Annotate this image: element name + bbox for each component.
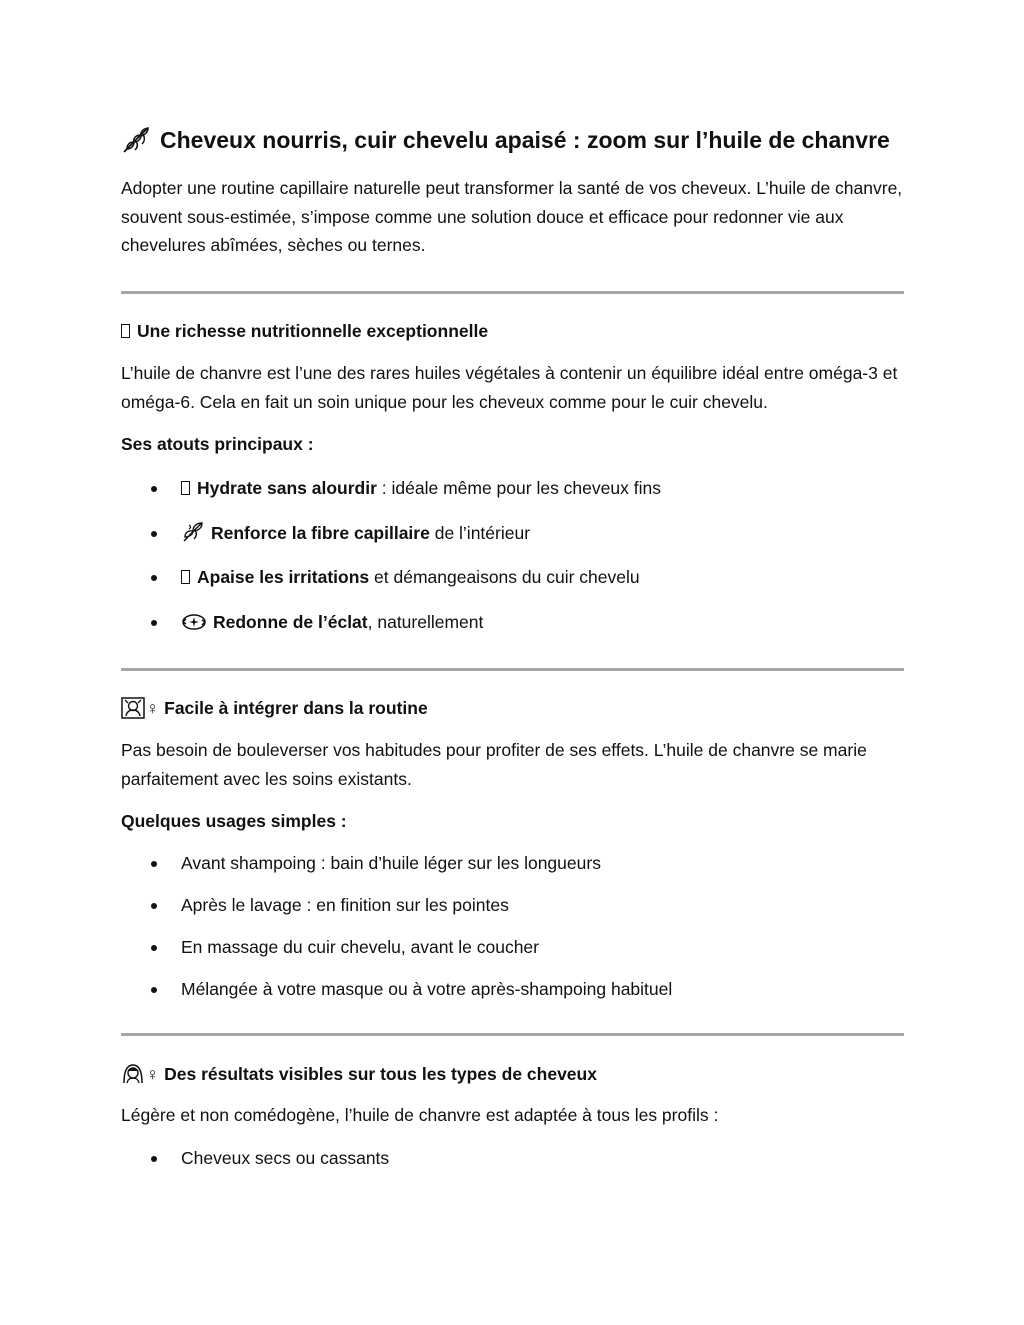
list-item: En massage du cuir chevelu, avant le coucher xyxy=(121,935,672,959)
list-item xyxy=(121,476,661,500)
woman-haircut-icon xyxy=(121,1063,145,1085)
leaf-fluttering-icon xyxy=(181,521,205,543)
section2-heading xyxy=(121,696,428,720)
list-item-bold: Redonne de l’éclat xyxy=(213,611,368,632)
section2-heading-text: Facile à intégrer dans la routine xyxy=(164,698,428,718)
section-divider xyxy=(121,1033,904,1036)
female-sign: ♀ xyxy=(146,1064,160,1084)
list-item-bold: Renforce la fibre capillaire xyxy=(211,522,430,543)
section2-usage-list xyxy=(121,851,672,1019)
document-title-text: Cheveux nourris, cuir chevelu apaisé : zoom sur l’huile de chanvre xyxy=(160,127,890,153)
list-item: Mélangée à votre masque ou à votre après-shampoing habituel xyxy=(121,977,672,1001)
list-item: Après le lavage : en finition sur les pointes xyxy=(121,893,672,917)
section1-paragraph: L’huile de chanvre est l’une des rares huiles végétales à contenir un équilibre idéal entre oméga-3 et oméga-6. Cela en fait un soin unique pour les cheveux comme pour le cuir chevelu. xyxy=(121,363,898,412)
section-divider xyxy=(121,291,904,294)
woman-frame-icon xyxy=(121,697,145,719)
missing-glyph-box-icon xyxy=(181,570,190,584)
missing-glyph-box-icon xyxy=(121,324,130,338)
section3-profile-list xyxy=(121,1146,389,1188)
section1-heading xyxy=(121,319,488,343)
list-item xyxy=(121,610,661,634)
section2-subheading: Quelques usages simples : xyxy=(121,811,347,831)
herb-leaf-icon xyxy=(121,125,151,155)
sparkle-refresh-icon xyxy=(181,612,207,632)
female-sign: ♀ xyxy=(146,698,160,718)
list-item-text: : idéale même pour les cheveux fins xyxy=(376,478,661,498)
intro-paragraph: Adopter une routine capillaire naturelle peut transformer la santé de vos cheveux. L’huile de chanvre, souvent sous-estimée, s’impose comme une solution douce et efficace pour redonner vie aux chevelures abîmées, sèches ou ternes. xyxy=(121,178,903,256)
list-item-text: , naturellement xyxy=(367,611,484,632)
list-item-bold: Hydrate sans alourdir xyxy=(197,478,377,498)
section3-heading xyxy=(121,1062,597,1086)
document-title xyxy=(121,124,890,156)
list-item-text: et démangeaisons du cuir chevelu xyxy=(369,567,640,587)
missing-glyph-box-icon xyxy=(181,481,190,495)
section1-subheading: Ses atouts principaux : xyxy=(121,434,314,454)
section3-heading-text: Des résultats visibles sur tous les types de cheveux xyxy=(164,1064,597,1084)
list-item xyxy=(121,521,661,545)
list-item-text: de l’intérieur xyxy=(429,522,531,543)
section3-paragraph: Légère et non comédogène, l’huile de chanvre est adaptée à tous les profils : xyxy=(121,1105,719,1125)
section-divider xyxy=(121,668,904,671)
list-item: Cheveux secs ou cassants xyxy=(121,1146,389,1170)
section2-paragraph: Pas besoin de bouleverser vos habitudes pour profiter de ses effets. L’huile de chanvre se marie parfaitement avec les soins existants. xyxy=(121,740,867,789)
section1-heading-text: Une richesse nutritionnelle exceptionnelle xyxy=(137,321,489,341)
list-item: Avant shampoing : bain d’huile léger sur les longueurs xyxy=(121,851,672,875)
section1-benefit-list xyxy=(121,476,661,654)
list-item-bold: Apaise les irritations xyxy=(197,567,370,587)
list-item xyxy=(121,565,661,589)
